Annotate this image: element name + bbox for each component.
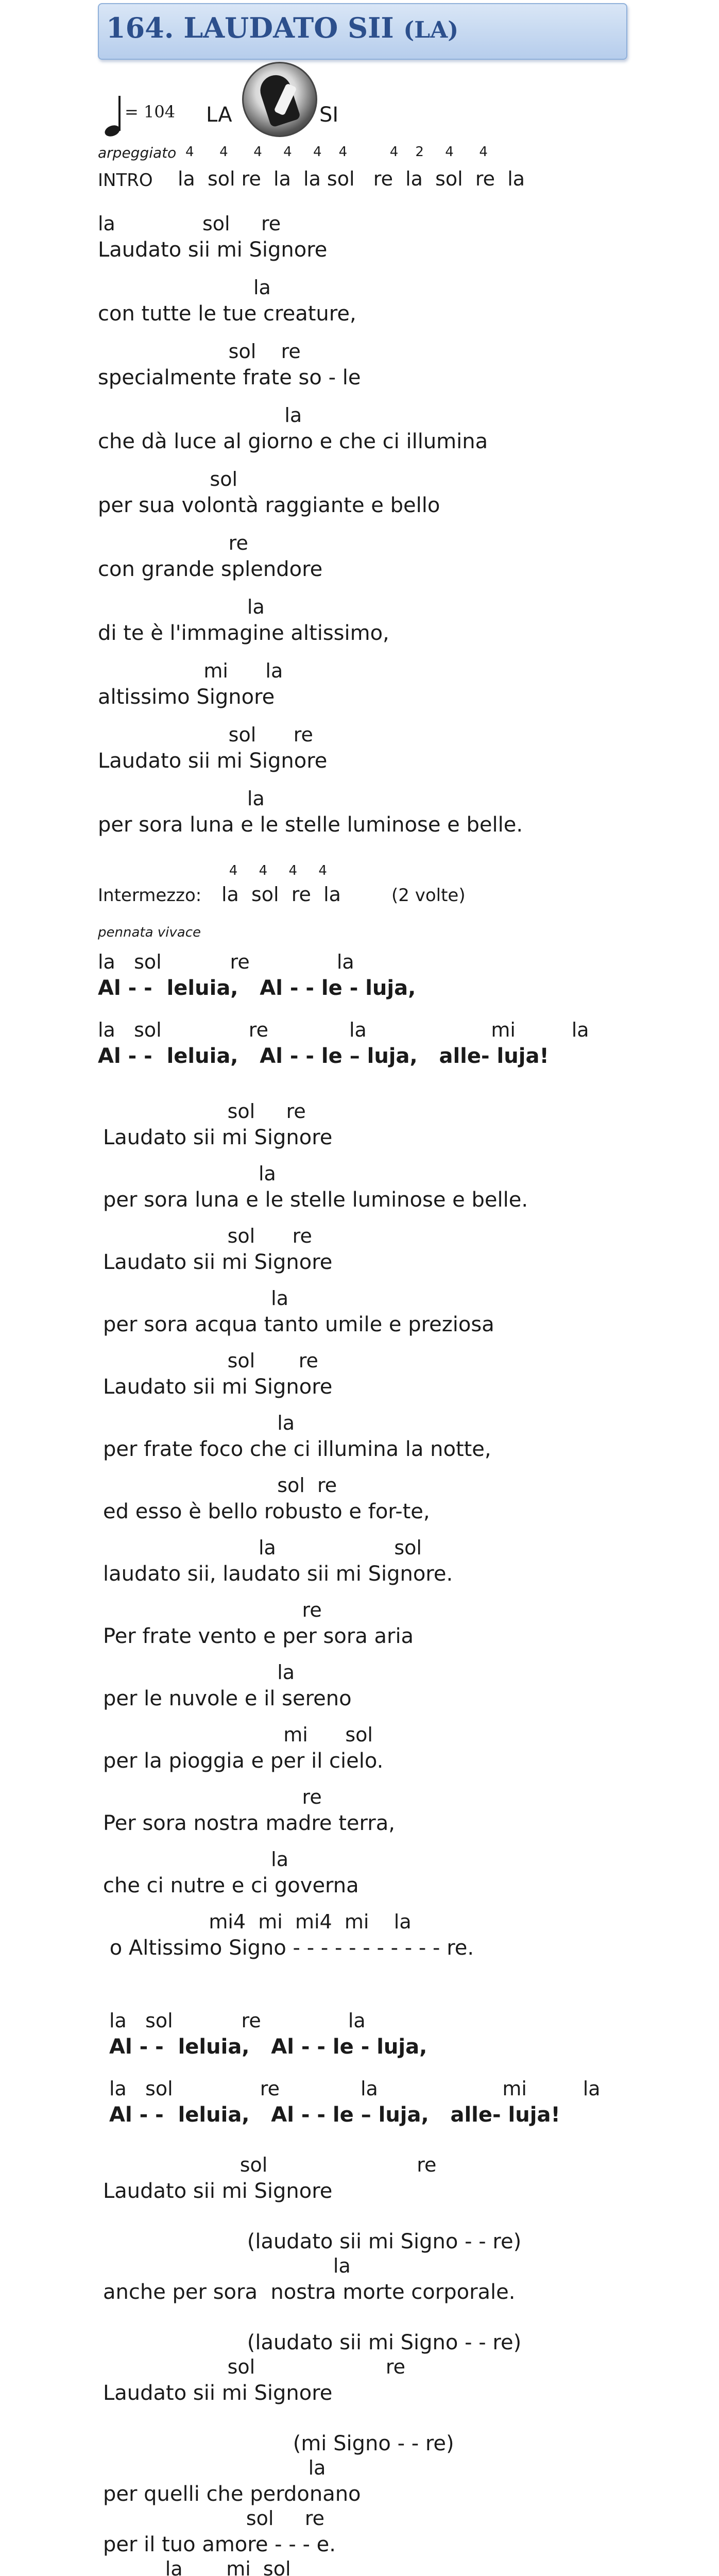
lyric-line: (mi Signo - - re) <box>103 2432 454 2455</box>
chord-line: mi4 mi mi4 mi la <box>103 1910 412 1933</box>
chord-line: sol re <box>103 2507 324 2530</box>
chord-line: la mi sol <box>103 2557 291 2576</box>
lyric-line: (laudato sii mi Signo - - re) <box>103 2230 522 2253</box>
arpeggio-label: arpeggiato <box>98 144 177 161</box>
chord-line: la <box>98 596 265 618</box>
song-title-banner <box>98 3 627 60</box>
chord-line: sol re <box>103 1474 337 1497</box>
key-label-from: LA <box>206 103 232 127</box>
chord-line: sol re <box>103 1225 312 1247</box>
chord-line: sol re <box>98 340 301 363</box>
chord-line: la sol re <box>98 212 281 235</box>
chord-line: la <box>103 1162 276 1185</box>
chord-line: mi sol <box>103 1723 373 1746</box>
intro-beats: 4 4 4 4 4 4 4 2 4 4 <box>185 144 488 160</box>
chord-line: la sol re la mi la <box>109 2077 601 2100</box>
chord-line: la <box>103 2255 351 2277</box>
lyric-line: Al - - leluia, Al - - le – luja, alle- luja! <box>109 2103 560 2127</box>
chord-line: sol re <box>103 1100 306 1123</box>
song-title: 164. LAUDATO SII (LA) <box>106 11 459 44</box>
lyric-line: specialmente frate so - le <box>98 366 361 389</box>
lyric-line: Laudato sii mi Signore <box>103 2179 333 2203</box>
lyric-line: (laudato sii mi Signo - - re) <box>103 2331 522 2354</box>
chord-line: la sol re la <box>98 951 354 973</box>
lyric-line: o Altissimo Signo - - - - - - - - - - - re. <box>103 1936 474 1960</box>
lyric-line: Per frate vento e per sora aria <box>103 1624 414 1648</box>
intermezzo-chords: la sol re la <box>221 883 341 906</box>
lyric-line: con grande splendore <box>98 557 323 581</box>
lyric-line: Laudato sii mi Signore <box>98 238 328 262</box>
lyric-line: per sora luna e le stelle luminose e belle. <box>98 813 523 837</box>
lyric-line: per quelli che perdonano <box>103 2482 361 2506</box>
intro-label: INTRO <box>98 170 153 191</box>
lyric-line: per frate foco che ci illumina la notte, <box>103 1437 491 1461</box>
chord-line: la <box>103 1412 295 1434</box>
chord-line: la <box>98 404 302 427</box>
lyric-line: laudato sii, laudato sii mi Signore. <box>103 1562 453 1586</box>
chord-line: la <box>103 1661 295 1684</box>
chord-line: re <box>98 532 248 554</box>
lyric-line: per sua volontà raggiante e bello <box>98 494 440 517</box>
lyric-line: con tutte le tue creature, <box>98 302 356 326</box>
chord-line: sol re <box>103 2355 406 2378</box>
intro-chords: la sol re la la sol re la sol re la <box>178 167 525 190</box>
lyric-line: altissimo Signore <box>98 685 275 709</box>
chord-line: la sol re la mi la <box>98 1019 589 1041</box>
lyric-line: Laudato sii mi Signore <box>103 1250 333 1274</box>
lyric-line: Laudato sii mi Signore <box>103 1375 333 1399</box>
chord-line: la <box>103 1848 288 1871</box>
lyric-line: di te è l'immagine altissimo, <box>98 621 389 645</box>
chord-line: re <box>103 1599 322 1621</box>
chord-line: mi la <box>98 659 283 682</box>
chord-line: la sol <box>103 1536 422 1559</box>
chord-line: sol re <box>98 723 313 746</box>
chord-line: la <box>98 276 271 299</box>
lyric-line: per la pioggia e per il cielo. <box>103 1749 384 1773</box>
lyric-line: che dà luce al giorno e che ci illumina <box>98 430 488 453</box>
lyric-line: Laudato sii mi Signore <box>98 749 328 773</box>
pennata-label: pennata vivace <box>98 925 201 940</box>
intermezzo-repeat: (2 volte) <box>391 885 466 906</box>
chord-line: sol re <box>103 2154 437 2176</box>
lyric-line: che ci nutre e ci governa <box>103 1874 359 1897</box>
chord-line: la <box>103 2456 326 2479</box>
chord-line: re <box>103 1786 322 1808</box>
chord-line: sol <box>98 468 238 490</box>
lyric-line: anche per sora nostra morte corporale. <box>103 2280 516 2304</box>
lyric-line: Per sora nostra madre terra, <box>103 1811 395 1835</box>
lyric-line: Al - - leluia, Al - - le - luja, <box>98 976 416 1000</box>
intermezzo-label: Intermezzo: <box>98 885 202 906</box>
chord-line: sol re <box>103 1349 318 1372</box>
lyric-line: Al - - leluia, Al - - le – luja, alle- luja! <box>98 1044 549 1068</box>
lyric-line: per sora acqua tanto umile e preziosa <box>103 1313 494 1336</box>
lyric-line: per il tuo amore - - - e. <box>103 2533 336 2556</box>
key-label-to: SI <box>319 103 339 127</box>
lyric-line: Al - - leluia, Al - - le - luja, <box>109 2035 427 2059</box>
saint-francis-medallion <box>242 62 317 137</box>
lyric-line: Laudato sii mi Signore <box>103 1126 333 1149</box>
chord-line: la <box>98 787 265 810</box>
chord-line: la sol re la <box>109 2009 366 2032</box>
lyric-line: ed esso è bello robusto e for-te, <box>103 1500 430 1523</box>
intermezzo-beats: 4 4 4 4 <box>216 863 327 878</box>
lyric-line: per sora luna e le stelle luminose e belle. <box>103 1188 528 1212</box>
lyric-line: Laudato sii mi Signore <box>103 2381 333 2405</box>
chord-line: la <box>103 1287 288 1310</box>
tempo-marking: = 104 <box>125 102 176 122</box>
lyric-line: per le nuvole e il sereno <box>103 1687 352 1710</box>
